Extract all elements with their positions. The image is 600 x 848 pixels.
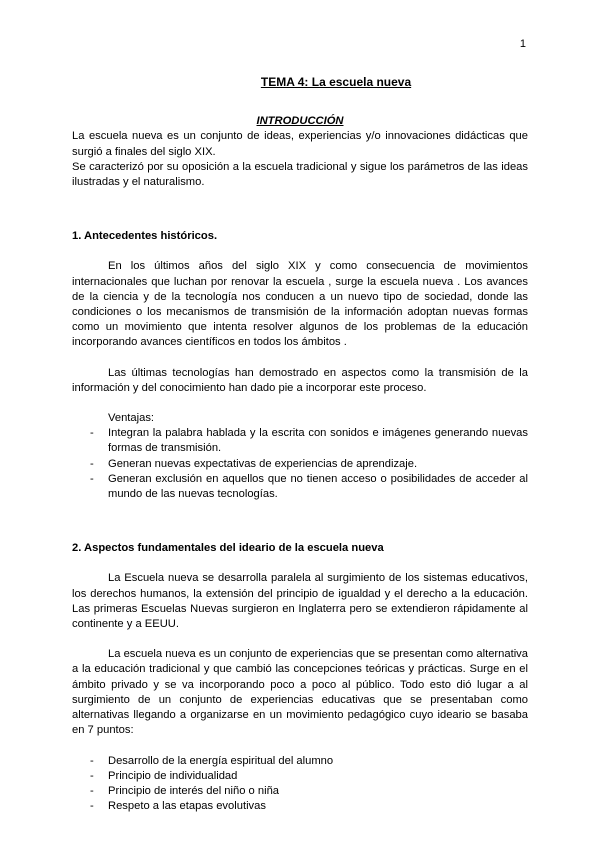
spacer <box>72 632 528 647</box>
intro-paragraph-2: Se caracterizó por su oposición a la escuela tradicional y sigue los parámetros de las ideas ilustradas y el naturalismo. <box>72 160 528 189</box>
puntos-list <box>72 754 528 815</box>
spacer <box>72 739 528 754</box>
list-item: - Integran la palabra hablada y la escrita con sonidos e imágenes generando nuevas formas de transmisión. <box>72 426 528 456</box>
spacer <box>72 556 528 571</box>
list-item: - Generan exclusión en aquellos que no tienen acceso o posibilidades de acceder al mundo de las nuevas tecnologías. <box>72 472 528 502</box>
list-item: - Respeto a las etapas evolutivas <box>72 799 528 814</box>
document-title: TEMA 4: La escuela nueva <box>260 75 412 89</box>
list-item: - Principio de individualidad <box>72 769 528 784</box>
spacer <box>72 244 528 259</box>
section-1-paragraph-2: Las últimas tecnologías han demostrado en aspectos como la transmisión de la información y del conocimiento han dado pie a incorporar este proceso. <box>72 366 528 394</box>
spacer <box>72 351 528 366</box>
section-1-paragraph-1: En los últimos años del siglo XIX y como consecuencia de movimientos internacionales que luchan por renovar la escuela , surge la escuela nueva . Los avances de la ciencia y de la tecnología nos conducen a un nuevo tipo de sociedad, donde las condiciones o los mecanismos de transmisión de la información adoptan nuevas formas como un movimiento que intenta resolver algunos de los problemas de la educación incorporando avances científicos en todos los ámbitos . <box>72 260 528 349</box>
spacer <box>72 502 528 541</box>
intro-paragraph-1: La escuela nueva es un conjunto de ideas, experiencias y/o innovaciones didácticas que surgió a finales del siglo XIX. <box>72 130 528 158</box>
list-item: - Generan nuevas expectativas de experiencias de aprendizaje. <box>72 457 528 472</box>
list-item: - Desarrollo de la energía espiritual del alumno <box>72 754 528 769</box>
spacer <box>72 190 528 229</box>
document-body <box>72 75 528 814</box>
ventajas-list <box>72 426 528 502</box>
page-number: 1 <box>519 38 526 50</box>
intro-heading: INTRODUCCIÓN <box>256 115 344 128</box>
spacer <box>72 396 528 411</box>
section-2-paragraph-1: La Escuela nueva se desarrolla paralela al surgimiento de los sistemas educativos, los derechos humanos, la extensión del principio de igualdad y el derecho a la educación. Las primeras Escuelas Nuevas surgieron en Inglaterra pero se extendieron rápidamente al continente y a EEUU. <box>72 572 528 631</box>
section-2-heading: 2. Aspectos fundamentales del ideario de la escuela nueva <box>72 542 384 555</box>
section-1-heading: 1. Antecedentes históricos. <box>72 230 218 243</box>
section-2-paragraph-2: La escuela nueva es un conjunto de experiencias que se presentan como alternativa a la educación tradicional y que cambió las concepciones teóricas y prácticas. Surge en el ámbito privado y se va incorporando poco a poco al público. Todo esto dió lugar a al surgimiento de un conjunto de experiencias educativas que se presentaban como alternativas llegando a organizarse en un movimiento pedagógico cuyo ideario se basaba en 7 puntos: <box>72 648 528 737</box>
list-item: - Principio de interés del niño o niña <box>72 784 528 799</box>
ventajas-label: Ventajas: <box>108 412 155 425</box>
